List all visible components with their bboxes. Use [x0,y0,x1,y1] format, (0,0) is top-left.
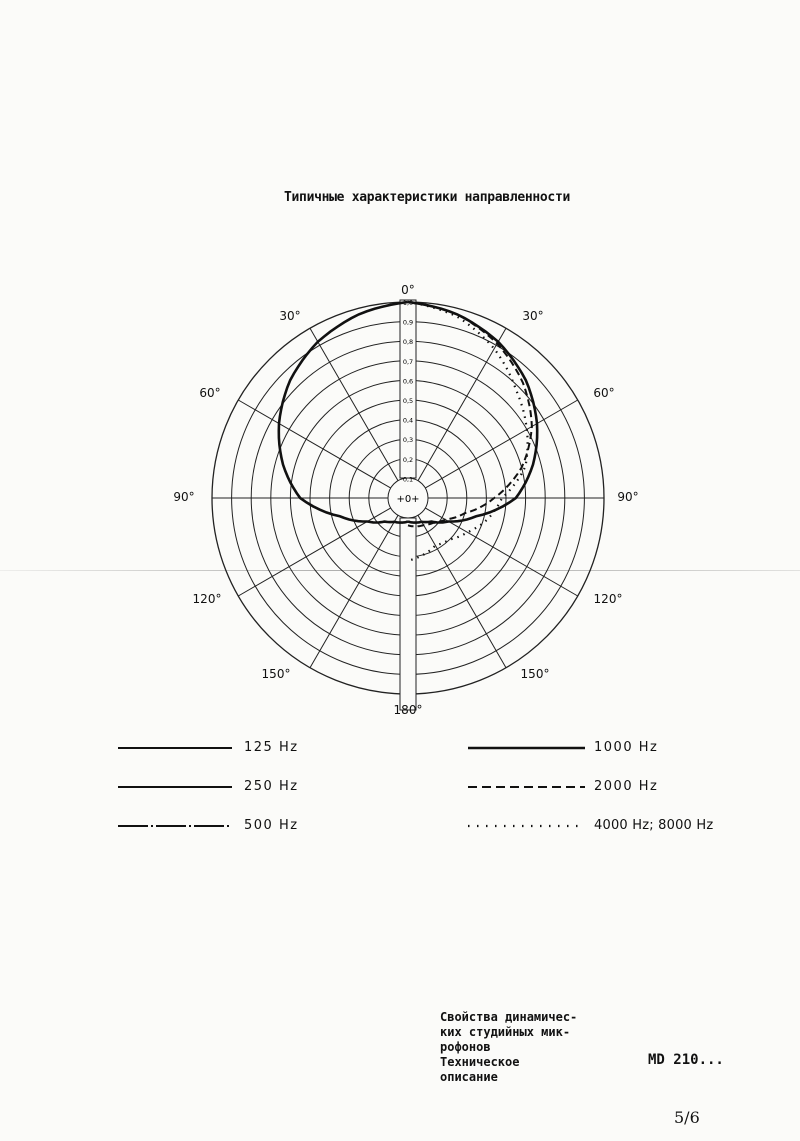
center-label: +0+ [396,494,420,505]
doc-title-line-4: Техническое [440,1055,520,1069]
angle-label-mid-left: 60° [199,386,221,400]
angle-label-bottom-left: 150° [261,667,291,681]
doc-title-line-5: описание [440,1070,498,1084]
scale-strip-top [400,300,416,478]
doc-title-line-1: Свойства динамичес- [440,1010,578,1024]
document-title-block [440,1010,660,1085]
radial-tick-label: 0,1 [402,475,414,484]
radial-tick-label: 0,2 [402,455,414,464]
radial-tick-label: 0,6 [402,377,414,386]
radial-tick-label: 0,4 [402,416,414,425]
scale-strip-bottom [400,518,416,710]
chart-title: Типичные характеристики направленности [284,190,571,205]
angle-label-upper-right: 30° [522,309,544,323]
angle-label-top: 0° [401,283,415,297]
model-number: MD 210... [648,1052,724,1068]
legend-label-4000-8000: 4000 Hz; 8000 Hz [594,818,714,833]
legend-label-250: 250 Hz [244,779,299,794]
radial-tick-label: 0,9 [402,318,414,327]
doc-title-line-3: рофонов [440,1040,491,1054]
angle-label-bottom: 180° [393,703,423,717]
radial-tick-label: 0,8 [402,338,414,347]
angle-label-lower-right: 120° [593,592,623,606]
angle-label-right: 90° [617,490,639,504]
angle-label-bottom-right: 150° [520,667,550,681]
doc-title-line-2: ких студийных мик- [440,1025,571,1039]
legend-label-1000: 1000 Hz [594,740,659,755]
page-number: 5/6 [674,1108,700,1127]
radial-tick-label: 1,0 [402,299,414,307]
angle-label-left: 90° [173,490,195,504]
radial-tick-label: 0,5 [402,397,414,405]
radial-tick-label: 0,3 [402,436,414,445]
legend-label-500: 500 Hz [244,818,299,833]
legend-label-2000: 2000 Hz [594,779,659,794]
radial-tick-label: 0,7 [402,357,414,366]
angle-label-upper-left: 30° [279,309,301,323]
angle-label-mid-right: 60° [593,386,615,400]
legend-label-125: 125 Hz [244,740,299,755]
angle-label-lower-left: 120° [192,592,222,606]
